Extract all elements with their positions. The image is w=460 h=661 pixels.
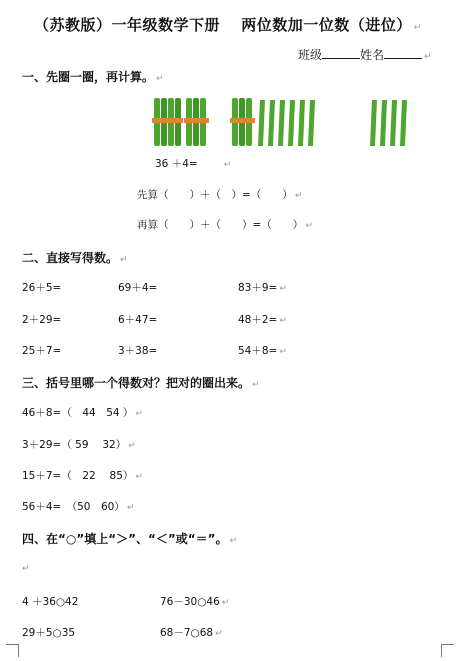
section1-step2: 再算（ ）＋（ ）=（ ） ↵ [137, 219, 313, 231]
section4-r2c2: 68－7○68 ↵ [160, 627, 223, 639]
crop-mark-bottom-left [6, 644, 19, 657]
section3-item3: 15＋7=（ 22 85） ↵ [22, 470, 143, 482]
section3-item2: 3＋29=（ 59 32） ↵ [22, 439, 136, 451]
section2-r1c1: 26＋5= [22, 282, 62, 294]
section4-heading: 四、在“○”填上“＞”、“＜”或“＝”。 ↵ [22, 532, 238, 546]
section2-r3c1: 25＋7= [22, 345, 62, 357]
page-title: （苏教版）一年级数学下册 两位数加一位数（进位） ↵ [34, 16, 422, 34]
class-blank[interactable] [322, 58, 360, 59]
section2-r2c3: 48＋2= ↵ [238, 314, 287, 326]
empty-paragraph: ↵ [22, 564, 30, 574]
crop-mark-bottom-right [441, 644, 454, 657]
bundle-of-ten-1 [152, 98, 183, 146]
section3-item1: 46＋8=（ 44 54 ） ↵ [22, 407, 143, 419]
section1-heading: 一、先圈一圈，再计算。 ↵ [22, 70, 164, 84]
section2-r1c3: 83＋9= ↵ [238, 282, 287, 294]
section1-step1: 先算（ ）＋（ ）=（ ） ↵ [137, 189, 303, 201]
section3-item4: 56＋4= （50 60） ↵ [22, 501, 135, 513]
section4-r2c1: 29＋5○35 [22, 627, 76, 639]
section3-heading: 三、括号里哪一个得数对？把对的圈出来。 ↵ [22, 376, 260, 390]
section2-r3c3: 54＋8= ↵ [238, 345, 287, 357]
bundle-of-ten-2 [184, 98, 209, 146]
section2-r1c2: 69＋4= [118, 282, 158, 294]
name-blank[interactable] [384, 58, 422, 59]
section2-r2c1: 2＋29= [22, 314, 62, 326]
section1-equation: 36 ＋4= ↵ [155, 158, 232, 170]
section2-r3c2: 3＋38= [118, 345, 158, 357]
section4-r1c2: 76－30○46 ↵ [160, 596, 230, 608]
class-name-line: 班级 姓名 ↵ [298, 48, 432, 62]
bundle-of-ten-3 [230, 98, 255, 146]
section4-r1c1: 4 ＋36○42 [22, 596, 79, 608]
straw-bundles-illustration [152, 92, 422, 152]
single-straws-six [258, 100, 315, 146]
section2-r2c2: 6＋47= [118, 314, 158, 326]
single-straws-four [370, 100, 407, 146]
section2-heading: 二、直接写得数。 ↵ [22, 251, 128, 265]
